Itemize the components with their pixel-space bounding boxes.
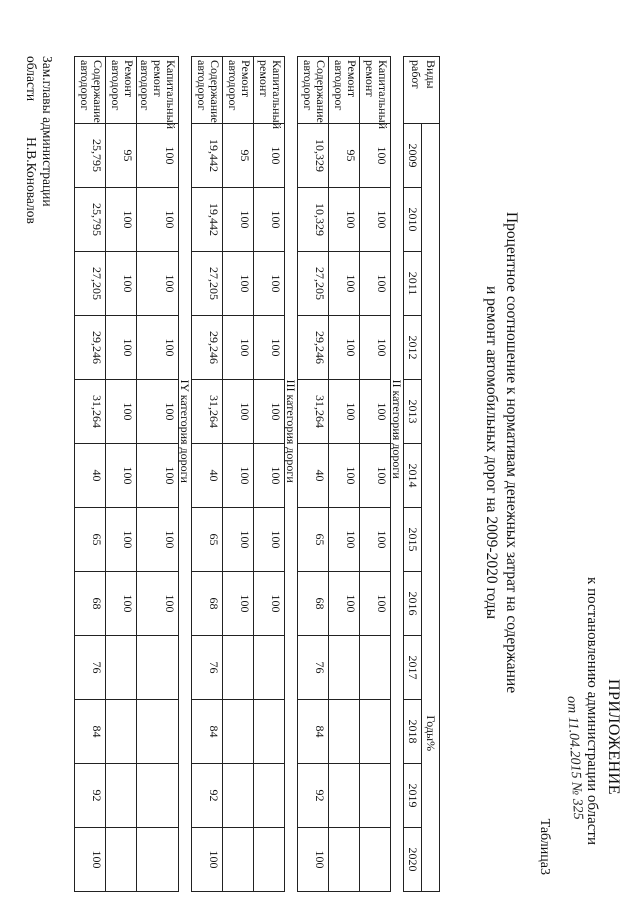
value-cell: 65 [192, 508, 223, 572]
value-cell [329, 700, 360, 764]
value-cell: 95 [329, 124, 360, 188]
value-cell [106, 828, 137, 892]
table-row [106, 57, 137, 892]
category-spacer [391, 57, 404, 380]
table-row [223, 57, 254, 892]
value-cell: 100 [106, 508, 137, 572]
handwritten-date-number: от 11.04.2015 № 325 [563, 695, 586, 821]
value-cell: 100 [360, 252, 391, 316]
value-cell: 100 [254, 124, 285, 188]
table-row [298, 57, 329, 892]
value-cell [137, 828, 179, 892]
document-title-line-2: и ремонт автомобильных дорог на 2009-2020 годы [483, 285, 500, 620]
work-type-cell: Ремонт автодорог [329, 57, 360, 124]
value-cell: 29,246 [75, 316, 106, 380]
value-cell: 100 [254, 444, 285, 508]
value-cell: 100 [137, 444, 179, 508]
value-cell: 100 [329, 188, 360, 252]
work-type-cell: Ремонт автодорог [106, 57, 137, 124]
signature-name: Н.В.Коновалов [24, 137, 39, 224]
value-cell [254, 828, 285, 892]
value-cell [254, 700, 285, 764]
value-cell: 100 [223, 316, 254, 380]
value-cell: 68 [75, 572, 106, 636]
value-cell: 100 [360, 380, 391, 444]
value-cell: 100 [106, 444, 137, 508]
work-type-cell: Содержание автодорог [192, 57, 223, 124]
value-cell: 100 [329, 316, 360, 380]
table-body [75, 57, 404, 892]
value-cell: 31,264 [75, 380, 106, 444]
value-cell: 100 [254, 316, 285, 380]
table-number: Таблица3 [537, 818, 552, 875]
year-header-2010: 2010 [404, 188, 422, 252]
year-header-2013: 2013 [404, 380, 422, 444]
value-cell: 84 [75, 700, 106, 764]
value-cell: 100 [254, 380, 285, 444]
value-cell: 100 [137, 508, 179, 572]
value-cell [223, 636, 254, 700]
value-cell: 100 [223, 252, 254, 316]
year-header-2011: 2011 [404, 252, 422, 316]
value-cell: 40 [298, 444, 329, 508]
resolution-reference: к постановлению администрации области [584, 577, 600, 845]
year-header-2020: 2020 [404, 828, 422, 892]
value-cell [106, 636, 137, 700]
year-header-2018: 2018 [404, 700, 422, 764]
category-spacer [179, 57, 192, 380]
value-cell: 100 [75, 828, 106, 892]
value-cell: 95 [223, 124, 254, 188]
value-cell: 100 [329, 444, 360, 508]
value-cell: 100 [360, 572, 391, 636]
year-header-2019: 2019 [404, 764, 422, 828]
value-cell: 76 [298, 636, 329, 700]
document-title-line-1: Процентное соотношение к нормативам денежных затрат на содержание [503, 211, 520, 694]
category-label: III категория дороги [285, 380, 298, 892]
value-cell: 100 [360, 124, 391, 188]
table-row [75, 57, 106, 892]
category-label: IY категория дороги [179, 380, 192, 892]
category-row [391, 57, 404, 892]
value-cell: 29,246 [298, 316, 329, 380]
category-row [285, 57, 298, 892]
value-cell: 27,205 [298, 252, 329, 316]
value-cell: 100 [106, 380, 137, 444]
value-cell: 100 [106, 188, 137, 252]
value-cell: 76 [75, 636, 106, 700]
value-cell: 100 [329, 508, 360, 572]
value-cell: 19,442 [192, 188, 223, 252]
value-cell [223, 828, 254, 892]
value-cell: 27,205 [192, 252, 223, 316]
value-cell: 100 [137, 124, 179, 188]
value-cell [329, 764, 360, 828]
value-cell: 100 [254, 252, 285, 316]
value-cell [137, 764, 179, 828]
value-cell: 100 [137, 380, 179, 444]
value-cell: 100 [106, 572, 137, 636]
value-cell: 100 [137, 188, 179, 252]
header-row-years [404, 57, 422, 892]
value-cell: 100 [360, 188, 391, 252]
value-cell [254, 764, 285, 828]
work-type-cell: Содержание автодорог [75, 57, 106, 124]
value-cell [223, 700, 254, 764]
value-cell: 10,329 [298, 124, 329, 188]
value-cell [137, 636, 179, 700]
value-cell: 76 [192, 636, 223, 700]
signature-region: области [24, 56, 39, 102]
table-row [254, 57, 285, 892]
value-cell: 100 [360, 316, 391, 380]
category-label: II категория дороги [391, 380, 404, 892]
value-cell: 65 [298, 508, 329, 572]
signature-block [23, 56, 55, 224]
value-cell [329, 636, 360, 700]
value-cell: 92 [75, 764, 106, 828]
cost-ratio-table [74, 56, 440, 892]
value-cell: 100 [106, 316, 137, 380]
value-cell: 25,795 [75, 124, 106, 188]
value-cell: 100 [137, 252, 179, 316]
value-cell [106, 764, 137, 828]
year-header-2017: 2017 [404, 636, 422, 700]
value-cell: 100 [223, 444, 254, 508]
header-row-1 [422, 57, 440, 892]
value-cell [106, 700, 137, 764]
value-cell: 29,246 [192, 316, 223, 380]
value-cell: 100 [329, 252, 360, 316]
value-cell: 92 [192, 764, 223, 828]
year-header-2014: 2014 [404, 444, 422, 508]
value-cell: 100 [360, 508, 391, 572]
value-cell: 95 [106, 124, 137, 188]
value-cell [360, 764, 391, 828]
value-cell: 25,795 [75, 188, 106, 252]
value-cell [223, 764, 254, 828]
value-cell: 100 [254, 572, 285, 636]
value-cell: 100 [360, 444, 391, 508]
value-cell: 100 [329, 572, 360, 636]
value-cell: 27,205 [75, 252, 106, 316]
year-header-2016: 2016 [404, 572, 422, 636]
value-cell: 19,442 [192, 124, 223, 188]
value-cell: 100 [254, 508, 285, 572]
value-cell [329, 828, 360, 892]
value-cell: 100 [223, 188, 254, 252]
table-row [192, 57, 223, 892]
table-row [329, 57, 360, 892]
value-cell [360, 636, 391, 700]
value-cell [254, 636, 285, 700]
value-cell: 31,264 [192, 380, 223, 444]
value-cell: 65 [75, 508, 106, 572]
column-header-work-type: Виды работ [404, 57, 440, 124]
year-header-2012: 2012 [404, 316, 422, 380]
value-cell: 84 [192, 700, 223, 764]
category-spacer [285, 57, 298, 380]
work-type-cell: Содержание автодорог [298, 57, 329, 124]
value-cell: 100 [223, 380, 254, 444]
work-type-cell: Капитальный ремонт автодорог [137, 57, 179, 124]
value-cell: 100 [192, 828, 223, 892]
value-cell: 31,264 [298, 380, 329, 444]
value-cell: 84 [298, 700, 329, 764]
value-cell: 100 [106, 252, 137, 316]
year-header-2015: 2015 [404, 508, 422, 572]
value-cell: 92 [298, 764, 329, 828]
work-type-cell: Ремонт автодорог [223, 57, 254, 124]
year-header-2009: 2009 [404, 124, 422, 188]
value-cell: 40 [192, 444, 223, 508]
value-cell: 68 [192, 572, 223, 636]
value-cell: 68 [298, 572, 329, 636]
value-cell: 100 [137, 316, 179, 380]
work-type-cell: Капитальный ремонт [254, 57, 285, 124]
value-cell: 100 [329, 380, 360, 444]
category-row [179, 57, 192, 892]
value-cell: 100 [137, 572, 179, 636]
signature-position: Зам.главы администрации [40, 56, 55, 207]
work-type-cell: Капитальный ремонт [360, 57, 391, 124]
value-cell: 100 [254, 188, 285, 252]
value-cell: 10,329 [298, 188, 329, 252]
value-cell [137, 700, 179, 764]
signature-line-2 [23, 56, 39, 224]
value-cell [360, 700, 391, 764]
value-cell: 100 [298, 828, 329, 892]
table-row [360, 57, 391, 892]
column-header-years: Годы% [422, 124, 440, 892]
table-row [137, 57, 179, 892]
value-cell [360, 828, 391, 892]
value-cell: 100 [223, 508, 254, 572]
value-cell: 40 [75, 444, 106, 508]
value-cell: 100 [223, 572, 254, 636]
appendix-heading: ПРИЛОЖЕНИЕ [605, 678, 622, 795]
